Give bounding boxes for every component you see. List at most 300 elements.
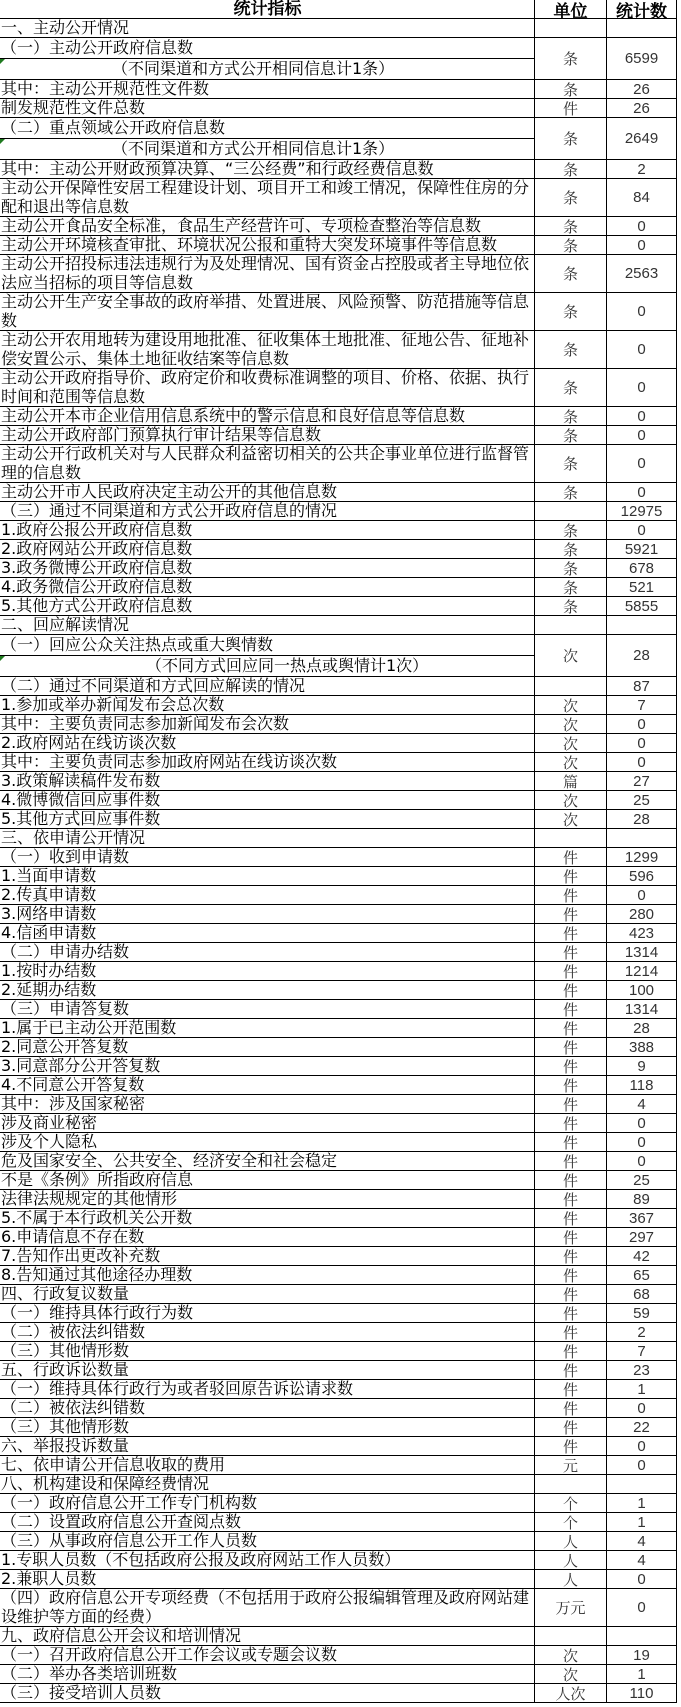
- indicator-label: 1.按时办结数: [1, 962, 97, 980]
- count-cell: 1: [606, 1494, 677, 1512]
- count-cell: 89: [606, 1190, 677, 1208]
- indicator-cell: [0, 19, 534, 37]
- count-cell: 27: [606, 772, 677, 790]
- indicator-cell: [0, 772, 534, 790]
- indicator-cell: [0, 1342, 534, 1360]
- indicator-label: （二）设置政府信息公开查阅点数: [1, 1513, 242, 1531]
- table-row: [0, 445, 677, 483]
- count-cell: 7: [606, 696, 677, 714]
- indicator-label: （二）申请办结数: [1, 943, 130, 961]
- indicator-label: 2.延期办结数: [1, 981, 97, 999]
- count-cell: 1: [606, 1513, 677, 1531]
- indicator-label: 2.传真申请数: [1, 886, 97, 904]
- count-cell: 0: [606, 331, 677, 368]
- indicator-label: （三）申请答复数: [1, 1000, 130, 1018]
- unit-cell: 件: [534, 1437, 606, 1455]
- table-row: [0, 331, 677, 369]
- count-cell: [606, 1627, 677, 1645]
- indicator-label: 1.专职人员数（不包括政府公报及政府网站工作人员数）: [1, 1551, 401, 1569]
- unit-cell: 篇: [534, 772, 606, 790]
- indicator-label: 2.政府网站在线访谈次数: [1, 734, 177, 752]
- count-cell: 4: [606, 1532, 677, 1550]
- table-row: [0, 753, 677, 772]
- indicator-label: 主动公开招投标违法违规行为及处理情况、国有资金占控股或者主导地位依法应当招标的项目等信息数: [1, 255, 530, 292]
- unit-cell: [534, 19, 606, 37]
- count-cell: 0: [606, 483, 677, 501]
- unit-cell: 件: [534, 981, 606, 999]
- table-row: [0, 962, 677, 981]
- cell-marker-icon: [0, 139, 5, 144]
- indicator-label: （三）接受培训人员数: [1, 1684, 162, 1702]
- table-row: [0, 791, 677, 810]
- indicator-label: 涉及商业秘密: [1, 1114, 98, 1132]
- unit-cell: 件: [534, 1019, 606, 1037]
- count-cell: 280: [606, 905, 677, 923]
- table-row: [0, 1684, 677, 1703]
- unit-cell: 条: [534, 597, 606, 615]
- indicator-cell: [0, 1133, 534, 1151]
- table-row: [0, 810, 677, 829]
- unit-cell: 次: [534, 1646, 606, 1664]
- indicator-cell: [0, 886, 534, 904]
- unit-cell: 条: [534, 540, 606, 558]
- indicator-cell: [0, 1646, 534, 1664]
- indicator-cell: [0, 905, 534, 923]
- indicator-cell: [0, 829, 534, 847]
- table-row: [0, 1570, 677, 1589]
- indicator-cell: [0, 1266, 534, 1284]
- table-row: [0, 540, 677, 559]
- indicator-cell: [0, 1152, 534, 1170]
- table-row: [0, 502, 677, 521]
- count-cell: 0: [606, 886, 677, 904]
- table-row: [0, 118, 677, 160]
- count-cell: 110: [606, 1684, 677, 1702]
- count-cell: 87: [606, 677, 677, 695]
- indicator-label: 其中：主动公开规范性文件数: [1, 80, 210, 98]
- indicator-label: 法律法规规定的其他情形: [1, 1190, 178, 1208]
- count-cell: 0: [606, 293, 677, 330]
- table-row: [0, 867, 677, 886]
- table-body: [0, 19, 681, 1703]
- indicator-cell: [0, 1209, 534, 1227]
- indicator-label: 3.政策解读稿件发布数: [1, 772, 161, 790]
- indicator-label: 涉及个人隐私: [1, 1133, 98, 1151]
- indicator-label: （一）回应公众关注热点或重大舆情数: [0, 635, 534, 656]
- unit-cell: 件: [534, 905, 606, 923]
- indicator-cell: [0, 1494, 534, 1512]
- indicator-label: （三）其他情形数: [1, 1342, 130, 1360]
- count-cell: 42: [606, 1247, 677, 1265]
- table-row: [0, 1076, 677, 1095]
- table-row: [0, 1646, 677, 1665]
- unit-cell: 次: [534, 753, 606, 771]
- unit-cell: 件: [534, 1095, 606, 1113]
- table-row: [0, 1627, 677, 1646]
- table-row: [0, 1513, 677, 1532]
- indicator-cell: [0, 483, 534, 501]
- indicator-label: （一）维持具体行政行为数: [1, 1304, 194, 1322]
- indicator-cell: [0, 848, 534, 866]
- count-cell: 0: [606, 1437, 677, 1455]
- indicator-cell: [0, 179, 534, 216]
- indicator-cell: [0, 715, 534, 733]
- table-row: [0, 1057, 677, 1076]
- indicator-cell: [0, 1665, 534, 1683]
- table-row: [0, 1342, 677, 1361]
- indicator-label: （一）维持具体行政行为或者驳回原告诉讼请求数: [1, 1380, 354, 1398]
- unit-cell: [534, 1475, 606, 1493]
- table-row: [0, 80, 677, 99]
- unit-cell: 人: [534, 1551, 606, 1569]
- unit-cell: 件: [534, 1285, 606, 1303]
- cell-marker-icon: [0, 656, 5, 661]
- count-cell: 28: [606, 635, 677, 676]
- indicator-cell: [0, 981, 534, 999]
- table-row: [0, 905, 677, 924]
- unit-cell: 件: [534, 1057, 606, 1075]
- indicator-cell: [0, 160, 534, 178]
- header-indicator: 统计指标: [233, 0, 302, 18]
- unit-cell: 条: [534, 118, 606, 159]
- table-row: [0, 943, 677, 962]
- indicator-note-text: （不同渠道和方式公开相同信息计1条）: [112, 139, 395, 158]
- table-row: [0, 217, 677, 236]
- table-row: [0, 1399, 677, 1418]
- indicator-label: （四）政府信息公开专项经费（不包括用于政府公报编辑管理及政府网站建设维护等方面的经费）: [1, 1589, 530, 1626]
- table-row: [0, 1323, 677, 1342]
- unit-cell: 件: [534, 886, 606, 904]
- indicator-label: 5.不属于本行政机关公开数: [1, 1209, 193, 1227]
- indicator-cell: [0, 99, 534, 117]
- indicator-note: [0, 656, 534, 676]
- indicator-cell: [0, 1038, 534, 1056]
- table-row: [0, 616, 677, 635]
- indicator-label: 1.参加或举办新闻发布会总次数: [1, 696, 225, 714]
- table-row: [0, 734, 677, 753]
- count-cell: 0: [606, 445, 677, 482]
- indicator-label: 5.其他方式回应事件数: [1, 810, 161, 828]
- unit-cell: 条: [534, 293, 606, 330]
- count-cell: 7: [606, 1342, 677, 1360]
- count-cell: 6599: [606, 38, 677, 79]
- table-row: [0, 1095, 677, 1114]
- indicator-label: （三）通过不同渠道和方式公开政府信息的情况: [1, 502, 338, 520]
- unit-cell: 件: [534, 962, 606, 980]
- indicator-cell: [0, 1019, 534, 1037]
- table-row: [0, 1380, 677, 1399]
- indicator-cell: [0, 1589, 534, 1626]
- unit-cell: 条: [534, 559, 606, 577]
- unit-cell: 次: [534, 696, 606, 714]
- indicator-cell: [0, 502, 534, 520]
- indicator-label: 4.政务微信公开政府信息数: [1, 578, 193, 596]
- count-cell: 0: [606, 369, 677, 406]
- table-row: [0, 407, 677, 426]
- table-row: [0, 696, 677, 715]
- indicator-cell: [0, 1437, 534, 1455]
- unit-cell: 条: [534, 80, 606, 98]
- unit-cell: 件: [534, 943, 606, 961]
- table-row: [0, 236, 677, 255]
- indicator-label: 2.政府网站公开政府信息数: [1, 540, 193, 558]
- unit-cell: 次: [534, 715, 606, 733]
- indicator-label: 九、政府信息公开会议和培训情况: [1, 1627, 242, 1645]
- indicator-cell: [0, 293, 534, 330]
- unit-cell: 次: [534, 791, 606, 809]
- count-cell: 0: [606, 1570, 677, 1588]
- indicator-label: 1.政府公报公开政府信息数: [1, 521, 193, 539]
- count-cell: 25: [606, 791, 677, 809]
- table-row: [0, 1589, 677, 1627]
- indicator-cell: [0, 962, 534, 980]
- indicator-label: （一）政府信息公开工作专门机构数: [1, 1494, 258, 1512]
- unit-cell: 元: [534, 1456, 606, 1474]
- unit-cell: 件: [534, 1209, 606, 1227]
- unit-cell: [534, 616, 606, 634]
- indicator-cell: [0, 1190, 534, 1208]
- indicator-label: 4.不同意公开答复数: [1, 1076, 145, 1094]
- indicator-cell: [0, 331, 534, 368]
- count-cell: 423: [606, 924, 677, 942]
- count-cell: 22: [606, 1418, 677, 1436]
- indicator-cell: [0, 426, 534, 444]
- table-row: [0, 1437, 677, 1456]
- count-cell: 2: [606, 1323, 677, 1341]
- indicator-label: （一）收到申请数: [1, 848, 130, 866]
- unit-cell: 条: [534, 578, 606, 596]
- indicator-cell: [0, 559, 534, 577]
- unit-cell: 个: [534, 1513, 606, 1531]
- indicator-cell: [0, 616, 534, 634]
- indicator-cell: [0, 1551, 534, 1569]
- unit-cell: 条: [534, 179, 606, 216]
- indicator-label: 主动公开政府指导价、政府定价和收费标准调整的项目、价格、依据、执行时间和范围等信息数: [1, 369, 530, 406]
- unit-cell: [534, 677, 606, 695]
- indicator-cell: [0, 38, 534, 79]
- indicator-note: [0, 59, 534, 79]
- table-row: [0, 160, 677, 179]
- unit-cell: 条: [534, 445, 606, 482]
- count-cell: 2649: [606, 118, 677, 159]
- indicator-label: （二）举办各类培训班数: [1, 1665, 178, 1683]
- unit-cell: 件: [534, 1228, 606, 1246]
- indicator-cell: [0, 943, 534, 961]
- count-cell: 12975: [606, 502, 677, 520]
- header-count: 统计数: [606, 0, 677, 18]
- indicator-label: 主动公开生产安全事故的政府举措、处置进展、风险预警、防范措施等信息数: [1, 293, 530, 330]
- indicator-label: 三、依申请公开情况: [1, 829, 146, 847]
- indicator-label: 五、行政诉讼数量: [1, 1361, 130, 1379]
- indicator-label: 一、主动公开情况: [1, 19, 130, 37]
- count-cell: [606, 19, 677, 37]
- table-row: [0, 848, 677, 867]
- indicator-cell: [0, 118, 534, 159]
- count-cell: 0: [606, 715, 677, 733]
- unit-cell: 万元: [534, 1589, 606, 1626]
- indicator-label: 1.当面申请数: [1, 867, 97, 885]
- indicator-cell: [0, 677, 534, 695]
- table-row: [0, 38, 677, 80]
- indicator-cell: [0, 1513, 534, 1531]
- indicator-label: 8.告知通过其他途径办理数: [1, 1266, 193, 1284]
- indicator-cell: [0, 445, 534, 482]
- table-row: [0, 981, 677, 1000]
- count-cell: 84: [606, 179, 677, 216]
- unit-cell: 条: [534, 217, 606, 235]
- count-cell: 1: [606, 1380, 677, 1398]
- table-row: [0, 715, 677, 734]
- indicator-cell: [0, 540, 534, 558]
- indicator-label: 二、回应解读情况: [1, 616, 130, 634]
- table-row: [0, 1038, 677, 1057]
- table-row: [0, 19, 677, 38]
- unit-cell: 条: [534, 521, 606, 539]
- indicator-cell: [0, 1361, 534, 1379]
- table-row: [0, 1456, 677, 1475]
- count-cell: [606, 616, 677, 634]
- indicator-label: 其中：主要负责同志参加新闻发布会次数: [1, 715, 290, 733]
- indicator-cell: [0, 1171, 534, 1189]
- indicator-label: 7.告知作出更改补充数: [1, 1247, 161, 1265]
- indicator-cell: [0, 867, 534, 885]
- indicator-label: （三）从事政府信息公开工作人员数: [1, 1532, 258, 1550]
- unit-cell: 次: [534, 810, 606, 828]
- unit-cell: 件: [534, 1114, 606, 1132]
- table-row: [0, 1665, 677, 1684]
- indicator-label: 主动公开保障性安居工程建设计划、项目开工和竣工情况，保障性住房的分配和退出等信息数: [1, 179, 530, 216]
- indicator-cell: [0, 1418, 534, 1436]
- count-cell: 100: [606, 981, 677, 999]
- unit-cell: 次: [534, 635, 606, 676]
- indicator-label: 危及国家安全、公共安全、经济安全和社会稳定: [1, 1152, 338, 1170]
- table-row: [0, 886, 677, 905]
- unit-cell: 件: [534, 1418, 606, 1436]
- indicator-cell: [0, 597, 534, 615]
- indicator-cell: [0, 810, 534, 828]
- indicator-label: 主动公开政府部门预算执行审计结果等信息数: [1, 426, 322, 444]
- indicator-cell: [0, 1475, 534, 1493]
- count-cell: 68: [606, 1285, 677, 1303]
- unit-cell: 件: [534, 1304, 606, 1322]
- table-row: [0, 1532, 677, 1551]
- indicator-cell: [0, 236, 534, 254]
- table-row: [0, 1209, 677, 1228]
- table-row: [0, 1190, 677, 1209]
- table-row: [0, 1152, 677, 1171]
- unit-cell: 件: [534, 1000, 606, 1018]
- indicator-label: 主动公开环境核查审批、环境状况公报和重特大突发环境事件等信息数: [1, 236, 498, 254]
- indicator-label: 2.同意公开答复数: [1, 1038, 129, 1056]
- table-row: [0, 597, 677, 616]
- unit-cell: 条: [534, 255, 606, 292]
- count-cell: [606, 1475, 677, 1493]
- unit-cell: 件: [534, 1323, 606, 1341]
- table-row: [0, 99, 677, 118]
- indicator-cell: [0, 1285, 534, 1303]
- count-cell: 0: [606, 1152, 677, 1170]
- count-cell: 1: [606, 1665, 677, 1683]
- table-row: [0, 1494, 677, 1513]
- table-row: [0, 1475, 677, 1494]
- table-row: [0, 1247, 677, 1266]
- indicator-cell: [0, 1627, 534, 1645]
- unit-cell: 人: [534, 1532, 606, 1550]
- indicator-note-text: （不同渠道和方式公开相同信息计1条）: [112, 59, 395, 78]
- indicator-cell: [0, 521, 534, 539]
- table-row: [0, 1266, 677, 1285]
- indicator-label: 四、行政复议数量: [1, 1285, 130, 1303]
- indicator-label: （一）召开政府信息公开工作会议或专题会议数: [1, 1646, 338, 1664]
- indicator-label: 3.政务微博公开政府信息数: [1, 559, 193, 577]
- indicator-cell: [0, 1000, 534, 1018]
- count-cell: 0: [606, 1133, 677, 1151]
- header-unit: 单位: [534, 0, 606, 18]
- count-cell: 0: [606, 217, 677, 235]
- unit-cell: 件: [534, 924, 606, 942]
- table-row: [0, 1000, 677, 1019]
- indicator-label: 八、机构建设和保障经费情况: [1, 1475, 210, 1493]
- table-row: [0, 179, 677, 217]
- count-cell: 678: [606, 559, 677, 577]
- indicator-label: 主动公开行政机关对与人民群众利益密切相关的公共企事业单位进行监督管理的信息数: [1, 445, 530, 482]
- count-cell: 0: [606, 1456, 677, 1474]
- count-cell: 0: [606, 521, 677, 539]
- count-cell: 1314: [606, 1000, 677, 1018]
- unit-cell: 次: [534, 734, 606, 752]
- unit-cell: 件: [534, 99, 606, 117]
- count-cell: 19: [606, 1646, 677, 1664]
- indicator-cell: [0, 1247, 534, 1265]
- count-cell: 0: [606, 753, 677, 771]
- table-row: [0, 1171, 677, 1190]
- count-cell: 9: [606, 1057, 677, 1075]
- count-cell: 596: [606, 867, 677, 885]
- count-cell: 521: [606, 578, 677, 596]
- unit-cell: 条: [534, 407, 606, 425]
- table-row: [0, 369, 677, 407]
- count-cell: 367: [606, 1209, 677, 1227]
- count-cell: 23: [606, 1361, 677, 1379]
- indicator-cell: [0, 1057, 534, 1075]
- table-row: [0, 677, 677, 696]
- table-row: [0, 426, 677, 445]
- indicator-label: 主动公开市人民政府决定主动公开的其他信息数: [1, 483, 338, 501]
- unit-cell: 件: [534, 1152, 606, 1170]
- count-cell: 297: [606, 1228, 677, 1246]
- unit-cell: 件: [534, 848, 606, 866]
- table-row: [0, 1019, 677, 1038]
- count-cell: 65: [606, 1266, 677, 1284]
- table-row: [0, 1304, 677, 1323]
- table-row: [0, 1551, 677, 1570]
- table-row: [0, 483, 677, 502]
- table-row: [0, 829, 677, 848]
- table-row: [0, 578, 677, 597]
- count-cell: 0: [606, 407, 677, 425]
- table-row: [0, 1133, 677, 1152]
- count-cell: 2563: [606, 255, 677, 292]
- indicator-label: 2.兼职人员数: [1, 1570, 97, 1588]
- table-row: [0, 1361, 677, 1380]
- indicator-label: 主动公开食品安全标准，食品生产经营许可、专项检查整治等信息数: [1, 217, 482, 235]
- unit-cell: 件: [534, 1038, 606, 1056]
- count-cell: 2: [606, 160, 677, 178]
- indicator-cell: [0, 578, 534, 596]
- unit-cell: 条: [534, 483, 606, 501]
- indicator-cell: [0, 1684, 534, 1702]
- table-row: [0, 1228, 677, 1247]
